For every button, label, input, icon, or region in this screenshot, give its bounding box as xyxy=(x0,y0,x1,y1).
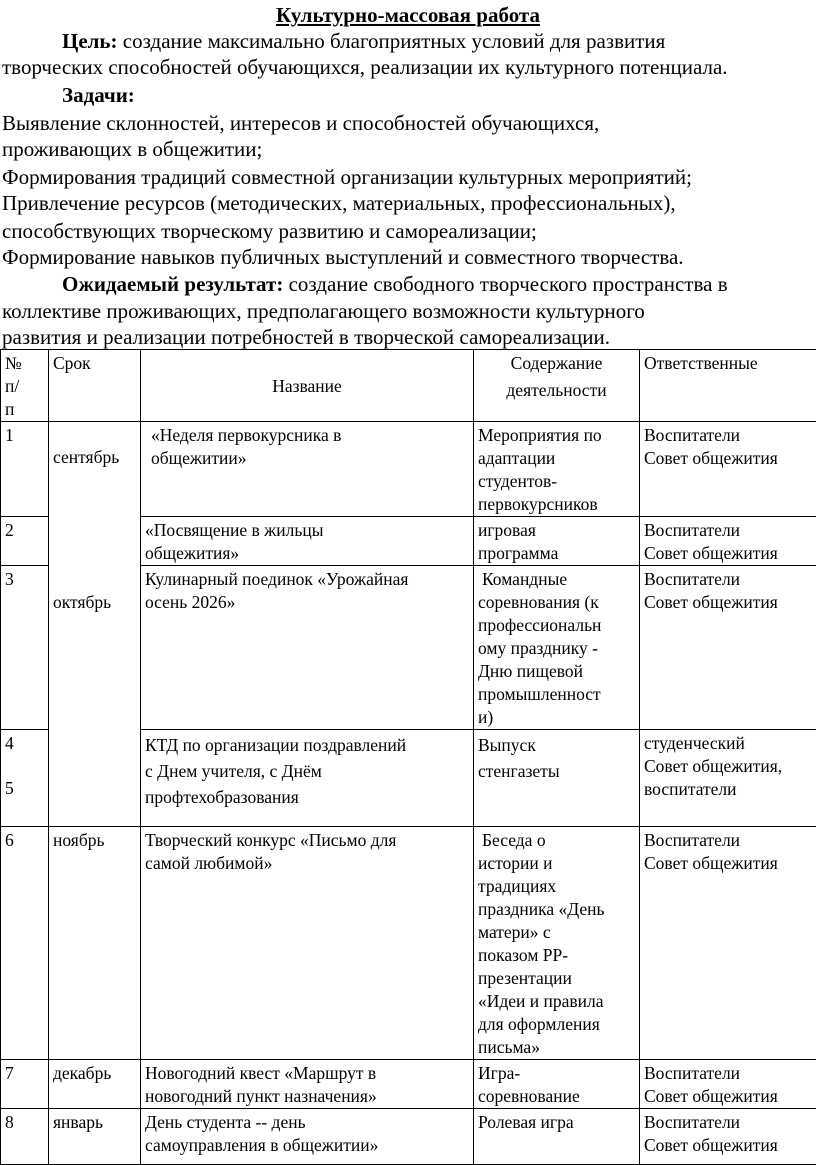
goal-text-1: создание максимально благоприятных условий для развития xyxy=(118,29,666,53)
table-row: 2 «Посвящение в жильцы общежития» игровая программа Воспитатели Совет общежития xyxy=(1,517,816,566)
tasks-label: Задачи: xyxy=(62,82,135,108)
header-name: Название xyxy=(141,350,474,422)
table-row: 7 декабрь Новогодний квест «Маршрут в новогодний пункт назначения» Игра- соревнование Воспитатели Совет общежития xyxy=(1,1060,816,1109)
task-line: Привлечение ресурсов (методических, материальных, профессиональных), xyxy=(2,190,676,216)
header-term: Срок xyxy=(49,350,141,422)
table-row: 8 январь День студента -- день самоуправления в общежитии» Ролевая игра Воспитатели Совет общежития xyxy=(1,1109,816,1165)
page-title: Культурно-массовая работа xyxy=(0,2,816,28)
table-header-row xyxy=(1,350,816,422)
goal-label: Цель: xyxy=(62,29,118,53)
result-text-2: коллективе проживающих, предполагающего возможности культурного xyxy=(2,298,645,324)
table-row: 1 сентябрь «Неделя первокурсника в общежитии» Мероприятия по адаптации студентов- первокурсников Воспитатели Совет общежития xyxy=(1,422,816,517)
task-line: Формирование навыков публичных выступлений и совместного творчества. xyxy=(2,244,684,270)
task-line: Формирования традиций совместной организации культурных мероприятий; xyxy=(2,164,692,190)
result-label: Ожидаемый результат: xyxy=(62,272,283,296)
goal-text-2: творческих способностей обучающихся, реализации их культурного потенциала. xyxy=(2,54,728,80)
header-content: Содержание деятельности xyxy=(474,350,640,422)
result-text-3: развития и реализации потребностей в творческой самореализации. xyxy=(2,324,610,350)
goal-paragraph xyxy=(62,28,665,54)
task-line: Выявление склонностей, интересов и способностей обучающихся, xyxy=(2,110,599,136)
task-line: способствующих творческому развитию и самореализации; xyxy=(2,218,537,244)
table-row: 3 октябрь Кулинарный поединок «Урожайная осень 2026» Командные соревнования (к профессиональн ому празднику - Дню пищевой промышленност и) Воспитатели Совет общежития xyxy=(1,566,816,730)
result-text-1: создание свободного творческого пространства в xyxy=(283,272,727,296)
events-table xyxy=(0,349,816,1165)
table-row: 4 5 КТД по организации поздравлений с Днем учителя, с Днём профтехобразования Выпуск стенгазеты студенческий Совет общежития, воспитатели xyxy=(1,730,816,827)
result-paragraph xyxy=(62,271,728,297)
task-line: проживающих в общежитии; xyxy=(2,136,262,162)
header-resp: Ответственные xyxy=(640,350,816,422)
table-row: 6 ноябрь Творческий конкурс «Письмо для самой любимой» Беседа о истории и традициях праздника «День матери» с показом РР- презентации «Идеи и правила для оформления письма» Воспитатели Совет общежития xyxy=(1,827,816,1060)
header-num: № п/ п xyxy=(1,350,49,422)
